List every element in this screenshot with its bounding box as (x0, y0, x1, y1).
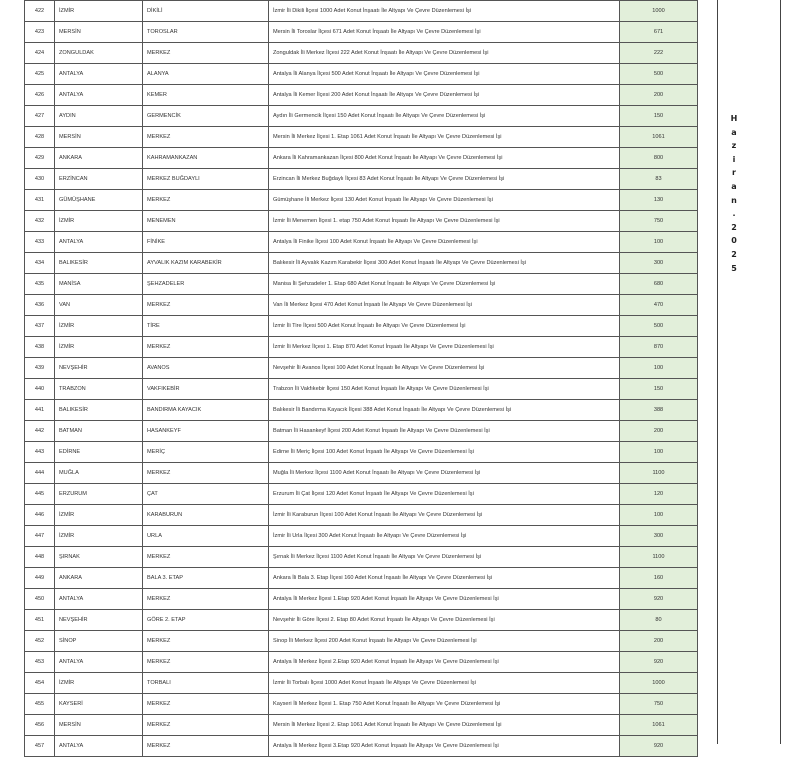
row-number-cell: 425 (25, 64, 55, 85)
table-row (25, 43, 698, 64)
row-number-cell: 423 (25, 22, 55, 43)
province-cell: BATMAN (55, 421, 143, 442)
province-cell: ANTALYA (55, 736, 143, 757)
quantity-cell: 100 (620, 232, 698, 253)
quantity-cell: 388 (620, 400, 698, 421)
district-cell: VAKFIKEBİR (143, 379, 269, 400)
province-cell: BALIKESİR (55, 400, 143, 421)
description-cell: Balıkesir İli Ayvalık Kazım Karabekir İlçesi 300 Adet Konut İnşaatı İle Altyapı Ve Çevre Düzenlemesi İşi (269, 253, 620, 274)
quantity-cell: 680 (620, 274, 698, 295)
description-cell: Erzincan İli Merkez Buğdaylı İlçesi 83 Adet Konut İnşaatı İle Altyapı Ve Çevre Düzenlemesi İşi (269, 169, 620, 190)
table-row (25, 148, 698, 169)
description-cell: Trabzon İli Vakfıkebir İlçesi 150 Adet Konut İnşaatı İle Altyapı Ve Çevre Düzenlemesi İşi (269, 379, 620, 400)
table-row (25, 295, 698, 316)
description-cell: Kayseri İli Merkez İlçesi 1. Etap 750 Adet Konut İnşaatı İle Altyapı Ve Çevre Düzenlemesi İşi (269, 694, 620, 715)
row-number-cell: 453 (25, 652, 55, 673)
row-number-cell: 445 (25, 484, 55, 505)
quantity-cell: 100 (620, 358, 698, 379)
district-cell: KEMER (143, 85, 269, 106)
row-number-cell: 437 (25, 316, 55, 337)
row-number-cell: 426 (25, 85, 55, 106)
description-cell: Antalya İli Merkez İlçesi 2.Etap 920 Adet Konut İnşaatı İle Altyapı Ve Çevre Düzenlemesi İşi (269, 652, 620, 673)
district-cell: KAHRAMANKAZAN (143, 148, 269, 169)
table-row (25, 232, 698, 253)
row-number-cell: 427 (25, 106, 55, 127)
table-row (25, 64, 698, 85)
row-number-cell: 434 (25, 253, 55, 274)
province-cell: ANTALYA (55, 85, 143, 106)
quantity-cell: 150 (620, 106, 698, 127)
description-cell: Antalya İli Kemer İlçesi 200 Adet Konut İnşaatı İle Altyapı Ve Çevre Düzenlemesi İşi (269, 85, 620, 106)
province-cell: İZMİR (55, 337, 143, 358)
district-cell: BANDIRMA KAYACIK (143, 400, 269, 421)
quantity-cell: 222 (620, 43, 698, 64)
description-cell: İzmir İli Torbalı İlçesi 1000 Adet Konut İnşaatı İle Altyapı Ve Çevre Düzenlemesi İşi (269, 673, 620, 694)
province-cell: ZONGULDAK (55, 43, 143, 64)
table-row (25, 211, 698, 232)
quantity-cell: 500 (620, 64, 698, 85)
row-number-cell: 449 (25, 568, 55, 589)
district-cell: MERKEZ (143, 43, 269, 64)
district-cell: MERİÇ (143, 442, 269, 463)
province-cell: İZMİR (55, 526, 143, 547)
province-cell: NEVŞEHİR (55, 358, 143, 379)
quantity-cell: 200 (620, 85, 698, 106)
row-number-cell: 441 (25, 400, 55, 421)
description-cell: İzmir İli Dikili İlçesi 1000 Adet Konut İnşaatı İle Altyapı Ve Çevre Düzenlemesi İşi (269, 1, 620, 22)
province-cell: SİNOP (55, 631, 143, 652)
quantity-cell: 200 (620, 421, 698, 442)
table-row (25, 85, 698, 106)
row-number-cell: 429 (25, 148, 55, 169)
province-cell: ŞIRNAK (55, 547, 143, 568)
quantity-cell: 300 (620, 253, 698, 274)
row-number-cell: 452 (25, 631, 55, 652)
district-cell: MENEMEN (143, 211, 269, 232)
row-number-cell: 435 (25, 274, 55, 295)
district-cell: MERKEZ (143, 589, 269, 610)
province-cell: İZMİR (55, 211, 143, 232)
province-cell: MERSİN (55, 127, 143, 148)
description-cell: Ankara İli Kahramankazan İlçesi 800 Adet Konut İnşaatı İle Altyapı Ve Çevre Düzenlemesi İşi (269, 148, 620, 169)
table-row (25, 379, 698, 400)
province-cell: GÜMÜŞHANE (55, 190, 143, 211)
quantity-cell: 83 (620, 169, 698, 190)
district-cell: AYVALIK KAZIM KARABEKİR (143, 253, 269, 274)
table-row (25, 22, 698, 43)
row-number-cell: 454 (25, 673, 55, 694)
row-number-cell: 432 (25, 211, 55, 232)
row-number-cell: 431 (25, 190, 55, 211)
district-cell: MERKEZ (143, 190, 269, 211)
quantity-cell: 100 (620, 505, 698, 526)
district-cell: HASANKEYF (143, 421, 269, 442)
quantity-cell: 870 (620, 337, 698, 358)
province-cell: ANTALYA (55, 64, 143, 85)
district-cell: MERKEZ (143, 652, 269, 673)
table-row (25, 442, 698, 463)
district-cell: DİKİLİ (143, 1, 269, 22)
table-row (25, 526, 698, 547)
district-cell: URLA (143, 526, 269, 547)
quantity-cell: 1000 (620, 673, 698, 694)
table-row (25, 568, 698, 589)
row-number-cell: 444 (25, 463, 55, 484)
table-row (25, 274, 698, 295)
description-cell: Şırnak İli Merkez İlçesi 1100 Adet Konut İnşaatı İle Altyapı Ve Çevre Düzenlemesi İşi (269, 547, 620, 568)
district-cell: MERKEZ (143, 337, 269, 358)
description-cell: Manisa İli Şehzadeler 1. Etap 680 Adet Konut İnşaatı İle Altyapı Ve Çevre Düzenlemesi İşi (269, 274, 620, 295)
district-cell: MERKEZ BUĞDAYLI (143, 169, 269, 190)
table-row (25, 652, 698, 673)
row-number-cell: 433 (25, 232, 55, 253)
province-cell: AYDIN (55, 106, 143, 127)
quantity-cell: 750 (620, 211, 698, 232)
table-row (25, 547, 698, 568)
table-body (25, 1, 698, 757)
province-cell: İZMİR (55, 505, 143, 526)
district-cell: MERKEZ (143, 631, 269, 652)
row-number-cell: 422 (25, 1, 55, 22)
district-cell: MERKEZ (143, 463, 269, 484)
quantity-cell: 160 (620, 568, 698, 589)
right-border-line (717, 0, 718, 744)
description-cell: Aydın İli Germencik İlçesi 150 Adet Konut İnşaatı İle Altyapı Ve Çevre Düzenlemesi İşi (269, 106, 620, 127)
table-row (25, 127, 698, 148)
table-row (25, 421, 698, 442)
district-cell: KARABURUN (143, 505, 269, 526)
district-cell: MERKEZ (143, 295, 269, 316)
description-cell: İzmir İli Merkez İlçesi 1. Etap 870 Adet Konut İnşaatı İle Altyapı Ve Çevre Düzenlemesi İşi (269, 337, 620, 358)
district-cell: FİNİKE (143, 232, 269, 253)
row-number-cell: 424 (25, 43, 55, 64)
district-cell: GERMENCİK (143, 106, 269, 127)
table-row (25, 610, 698, 631)
table-row (25, 253, 698, 274)
row-number-cell: 440 (25, 379, 55, 400)
province-cell: VAN (55, 295, 143, 316)
quantity-cell: 150 (620, 379, 698, 400)
quantity-cell: 1000 (620, 1, 698, 22)
province-cell: ERZİNCAN (55, 169, 143, 190)
table-row (25, 484, 698, 505)
district-cell: TİRE (143, 316, 269, 337)
table-row (25, 106, 698, 127)
row-number-cell: 447 (25, 526, 55, 547)
quantity-cell: 130 (620, 190, 698, 211)
district-cell: MERKEZ (143, 547, 269, 568)
quantity-cell: 920 (620, 652, 698, 673)
district-cell: MERKEZ (143, 715, 269, 736)
description-cell: Antalya İli Alanya İlçesi 500 Adet Konut İnşaatı İle Altyapı Ve Çevre Düzenlemesi İşi (269, 64, 620, 85)
quantity-cell: 80 (620, 610, 698, 631)
quantity-cell: 200 (620, 631, 698, 652)
district-cell: ŞEHZADELER (143, 274, 269, 295)
province-cell: ANTALYA (55, 589, 143, 610)
description-cell: Van İli Merkez İlçesi 470 Adet Konut İnşaatı İle Altyapı Ve Çevre Düzenlemesi İşi (269, 295, 620, 316)
description-cell: İzmir İli Tire İlçesi 500 Adet Konut İnşaatı İle Altyapı Ve Çevre Düzenlemesi İşi (269, 316, 620, 337)
table-row (25, 400, 698, 421)
description-cell: Mersin İli Merkez İlçesi 2. Etap 1061 Adet Konut İnşaatı İle Altyapı Ve Çevre Düzenlemesi İşi (269, 715, 620, 736)
row-number-cell: 430 (25, 169, 55, 190)
description-cell: Mersin İli Merkez İlçesi 1. Etap 1061 Adet Konut İnşaatı İle Altyapı Ve Çevre Düzenlemesi İşi (269, 127, 620, 148)
province-cell: ERZURUM (55, 484, 143, 505)
district-cell: TORBALI (143, 673, 269, 694)
row-number-cell: 436 (25, 295, 55, 316)
province-cell: TRABZON (55, 379, 143, 400)
description-cell: Balıkesir İli Bandırma Kayacık İlçesi 388 Adet Konut İnşaatı İle Altyapı Ve Çevre Düzenlemesi İşi (269, 400, 620, 421)
description-cell: Zonguldak İli Merkez İlçesi 222 Adet Konut İnşaatı İle Altyapı Ve Çevre Düzenlemesi İşi (269, 43, 620, 64)
table-row (25, 316, 698, 337)
province-cell: MERSİN (55, 715, 143, 736)
district-cell: MERKEZ (143, 694, 269, 715)
province-cell: MUĞLA (55, 463, 143, 484)
row-number-cell: 451 (25, 610, 55, 631)
row-number-cell: 448 (25, 547, 55, 568)
table-row (25, 358, 698, 379)
province-cell: İZMİR (55, 316, 143, 337)
description-cell: İzmir İli Karaburun İlçesi 100 Adet Konut İnşaatı İle Altyapı Ve Çevre Düzenlemesi İşi (269, 505, 620, 526)
district-cell: ALANYA (143, 64, 269, 85)
quantity-cell: 120 (620, 484, 698, 505)
district-cell: BALA 3. ETAP (143, 568, 269, 589)
description-cell: Nevşehir İli Göre İlçesi 2. Etap 80 Adet Konut İnşaatı İle Altyapı Ve Çevre Düzenlemesi İşi (269, 610, 620, 631)
table-row (25, 673, 698, 694)
row-number-cell: 443 (25, 442, 55, 463)
table-row (25, 337, 698, 358)
quantity-cell: 920 (620, 736, 698, 757)
district-cell: GÖRE 2. ETAP (143, 610, 269, 631)
description-cell: Erzurum İli Çat İlçesi 120 Adet Konut İnşaatı İle Altyapı Ve Çevre Düzenlemesi İşi (269, 484, 620, 505)
table-row (25, 169, 698, 190)
description-cell: Ankara İli Bala 3. Etap İlçesi 160 Adet Konut İnşaatı İle Altyapı Ve Çevre Düzenlemesi İşi (269, 568, 620, 589)
district-cell: TOROSLAR (143, 22, 269, 43)
province-cell: KAYSERİ (55, 694, 143, 715)
province-cell: ANTALYA (55, 652, 143, 673)
table-row (25, 715, 698, 736)
quantity-cell: 920 (620, 589, 698, 610)
description-cell: Edirne İli Meriç İlçesi 100 Adet Konut İnşaatı İle Altyapı Ve Çevre Düzenlemesi İşi (269, 442, 620, 463)
table-row (25, 463, 698, 484)
description-cell: Muğla İli Merkez İlçesi 1100 Adet Konut İnşaatı İle Altyapı Ve Çevre Düzenlemesi İşi (269, 463, 620, 484)
province-cell: İZMİR (55, 673, 143, 694)
row-number-cell: 442 (25, 421, 55, 442)
description-cell: Antalya İli Merkez İlçesi 3.Etap 920 Adet Konut İnşaatı İle Altyapı Ve Çevre Düzenlemesi İşi (269, 736, 620, 757)
housing-projects-table (24, 0, 698, 757)
quantity-cell: 1061 (620, 715, 698, 736)
row-number-cell: 457 (25, 736, 55, 757)
row-number-cell: 439 (25, 358, 55, 379)
quantity-cell: 1100 (620, 463, 698, 484)
row-number-cell: 450 (25, 589, 55, 610)
province-cell: MANİSA (55, 274, 143, 295)
district-cell: MERKEZ (143, 736, 269, 757)
table-row (25, 631, 698, 652)
province-cell: İZMİR (55, 1, 143, 22)
description-cell: Antalya İli Merkez İlçesi 1.Etap 920 Adet Konut İnşaatı İle Altyapı Ve Çevre Düzenlemesi İşi (269, 589, 620, 610)
description-cell: Gümüşhane İli Merkez İlçesi 130 Adet Konut İnşaatı İle Altyapı Ve Çevre Düzenlemesi İşi (269, 190, 620, 211)
description-cell: Antalya İli Finike İlçesi 100 Adet Konut İnşaatı İle Altyapı Ve Çevre Düzenlemesi İşi (269, 232, 620, 253)
province-cell: ANKARA (55, 148, 143, 169)
quantity-cell: 470 (620, 295, 698, 316)
district-cell: MERKEZ (143, 127, 269, 148)
vertical-date-label: H a z i r a n . 2 0 2 5 (730, 114, 738, 273)
outer-border-line (780, 0, 781, 744)
description-cell: Batman İli Hasankeyf İlçesi 200 Adet Konut İnşaatı İle Altyapı Ve Çevre Düzenlemesi İşi (269, 421, 620, 442)
table-row (25, 505, 698, 526)
district-cell: ÇAT (143, 484, 269, 505)
row-number-cell: 428 (25, 127, 55, 148)
table-row (25, 190, 698, 211)
province-cell: MERSİN (55, 22, 143, 43)
province-cell: NEVŞEHİR (55, 610, 143, 631)
row-number-cell: 446 (25, 505, 55, 526)
quantity-cell: 500 (620, 316, 698, 337)
quantity-cell: 1061 (620, 127, 698, 148)
province-cell: BALIKESİR (55, 253, 143, 274)
quantity-cell: 300 (620, 526, 698, 547)
quantity-cell: 1100 (620, 547, 698, 568)
table-row (25, 694, 698, 715)
row-number-cell: 455 (25, 694, 55, 715)
row-number-cell: 438 (25, 337, 55, 358)
province-cell: ANKARA (55, 568, 143, 589)
row-number-cell: 456 (25, 715, 55, 736)
quantity-cell: 671 (620, 22, 698, 43)
table-row (25, 589, 698, 610)
description-cell: Mersin İli Toroslar İlçesi 671 Adet Konut İnşaatı İle Altyapı Ve Çevre Düzenlemesi İşi (269, 22, 620, 43)
description-cell: Nevşehir İli Avanos İlçesi 100 Adet Konut İnşaatı İle Altyapı Ve Çevre Düzenlemesi İşi (269, 358, 620, 379)
province-cell: EDİRNE (55, 442, 143, 463)
description-cell: İzmir İli Menemen İlçesi 1. etap 750 Adet Konut İnşaatı İle Altyapı Ve Çevre Düzenlemesi İşi (269, 211, 620, 232)
table-row (25, 736, 698, 757)
table-row (25, 1, 698, 22)
quantity-cell: 100 (620, 442, 698, 463)
quantity-cell: 800 (620, 148, 698, 169)
province-cell: ANTALYA (55, 232, 143, 253)
district-cell: AVANOS (143, 358, 269, 379)
description-cell: İzmir İli Urla İlçesi 300 Adet Konut İnşaatı İle Altyapı Ve Çevre Düzenlemesi İşi (269, 526, 620, 547)
quantity-cell: 750 (620, 694, 698, 715)
description-cell: Sinop İli Merkez İlçesi 200 Adet Konut İnşaatı İle Altyapı Ve Çevre Düzenlemesi İşi (269, 631, 620, 652)
